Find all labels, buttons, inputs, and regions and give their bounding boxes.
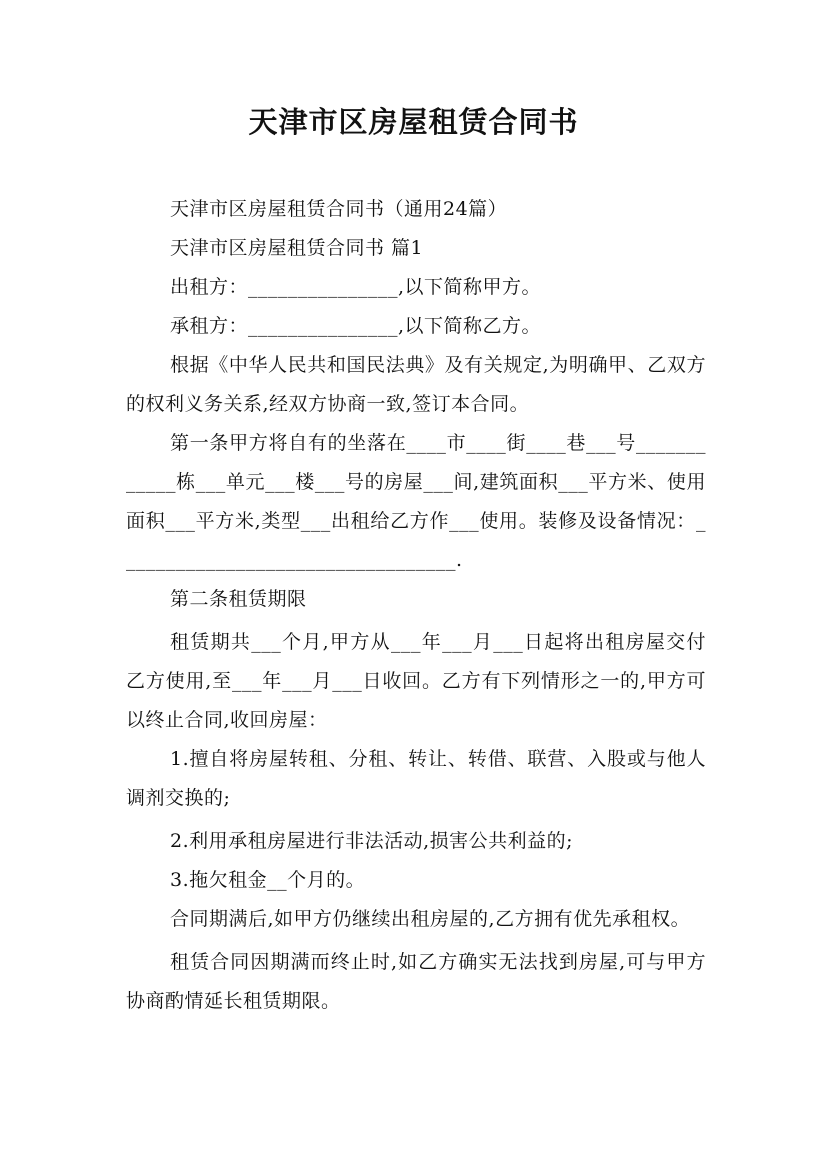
preamble-paragraph: 根据《中华人民共和国民法典》及有关规定,为明确甲、乙双方的权利义务关系,经双方协商一致,签订本合同。 [126,354,706,415]
lessor-line: 出租方：_______________,以下简称甲方。 [170,276,542,298]
termination-item-1: 1.擅自将房屋转租、分租、转让、转借、联营、入股或与他人调剂交换的; [126,748,706,809]
lessee-line: 承租方：_______________,以下简称乙方。 [170,315,542,337]
clause-1-paragraph: 第一条甲方将自有的坐落在____市____街____巷___号____________栋___单元___楼___号的房屋___间,建筑面积___平方米、使用面积___平方米,类型___出租给乙方作___使用。装修及设备情况：__________________________________. [126,432,706,571]
lease-term-paragraph: 租赁期共___个月,甲方从___年___月___日起将出租房屋交付乙方使用,至___年___月___日收回。乙方有下列情形之一的,甲方可以终止合同,收回房屋： [126,631,706,731]
collection-heading: 天津市区房屋租赁合同书（通用24篇） [170,198,508,220]
extension-paragraph: 租赁合同因期满而终止时,如乙方确实无法找到房屋,可与甲方协商酌情延长租赁期限。 [126,951,706,1012]
article-heading: 天津市区房屋租赁合同书 篇1 [170,237,424,259]
termination-item-3: 3.拖欠租金__个月的。 [170,869,366,891]
renewal-priority-paragraph: 合同期满后,如甲方仍继续出租房屋的,乙方拥有优先承租权。 [170,908,691,930]
document-title: 天津市区房屋租赁合同书 [248,105,579,139]
termination-item-2: 2.利用承租房屋进行非法活动,损害公共利益的; [170,830,574,852]
clause-2-heading: 第二条租赁期限 [170,588,307,610]
document-body [126,190,706,1021]
